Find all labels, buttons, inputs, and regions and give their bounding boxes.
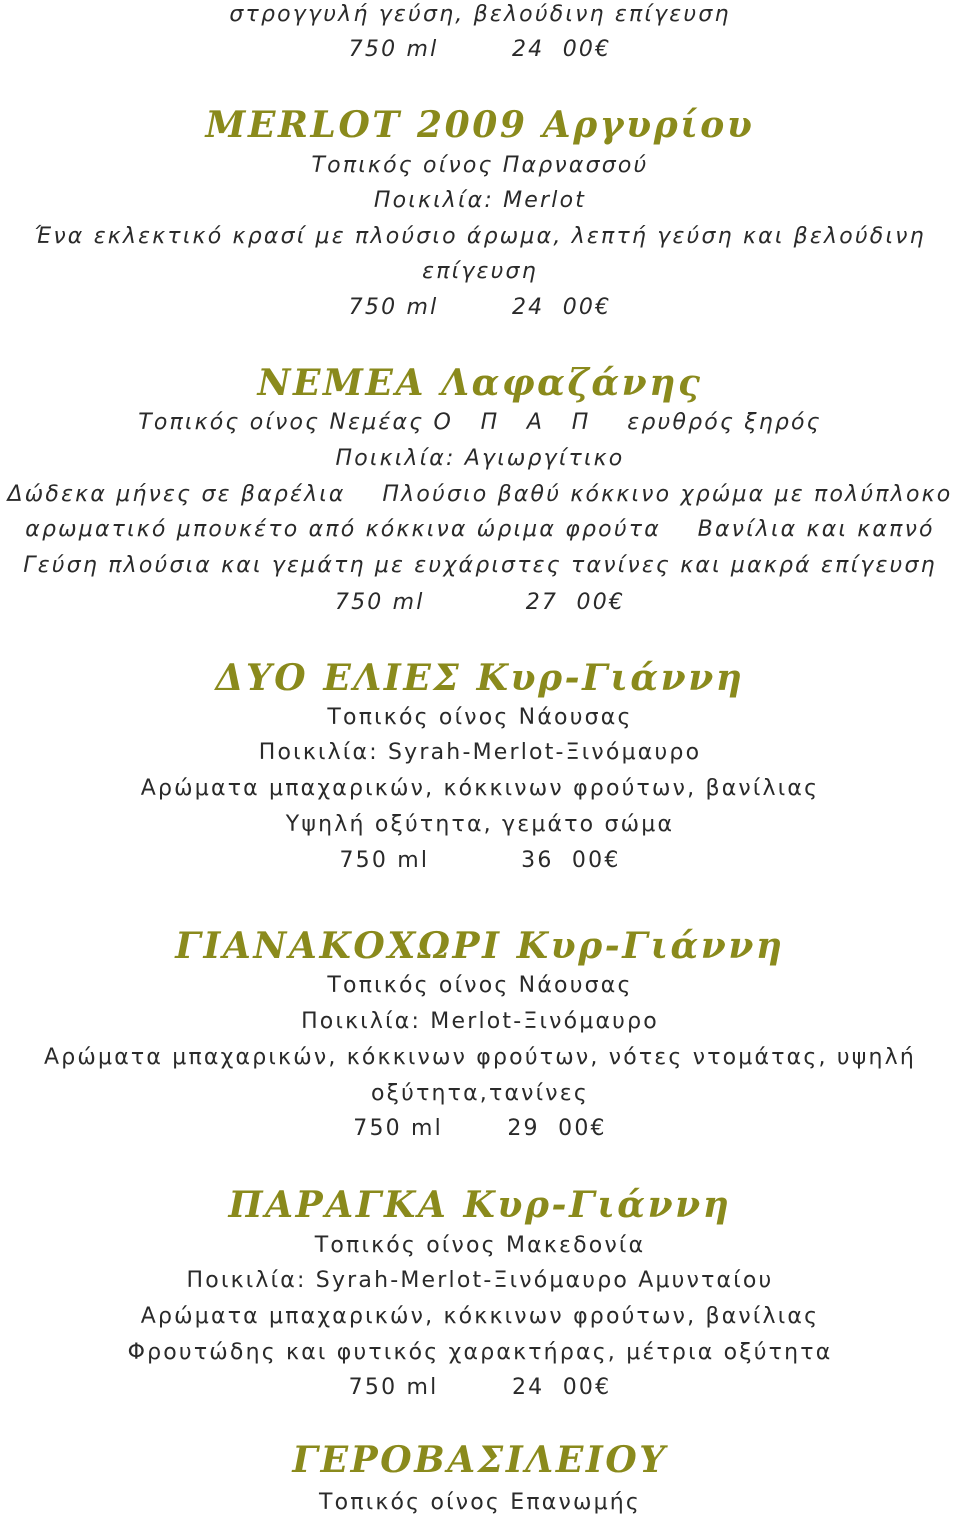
wine-region: Τοπικός οίνος Νάουσας: [327, 973, 633, 998]
wine-note: Αρώματα μπαχαρικών, κόκκινων φρούτων, βανίλιας: [140, 776, 820, 801]
wine-note: Φρουτώδης και φυτικός χαρακτήρας, μέτρια οξύτητα: [127, 1340, 833, 1365]
wine-region: Τοπικός οίνος Νάουσας: [327, 705, 633, 730]
wine-variety: Ποικιλία: Αγιωργίτικο: [335, 446, 625, 471]
wine-note: Υψηλή οξύτητα, γεμάτο σώμα: [285, 812, 675, 837]
wine-variety: Ποικιλία: Syrah-Merlot-Ξινόμαυρο: [258, 740, 702, 765]
wine-variety: Ποικιλία: Merlot: [373, 188, 587, 213]
wine-price: 750 ml 29 00€: [353, 1116, 607, 1141]
wine-price: 750 ml 24 00€: [348, 1375, 612, 1400]
wine-title: MERLOT 2009 Αργυρίου: [205, 104, 755, 146]
wine-title: ΓΕΡΟΒΑΣΙΛΕΙΟΥ: [292, 1439, 668, 1481]
wine-region: Τοπικός οίνος Επανωμής: [318, 1490, 642, 1515]
wine-variety: Ποικιλία: Merlot-Ξινόμαυρο: [301, 1009, 659, 1034]
wine-title: ΠΑΡΑΓΚΑ Κυρ-Γιάννη: [228, 1184, 732, 1226]
wine-region: Τοπικός οίνος Παρνασσού: [311, 153, 649, 178]
wine-region: Τοπικός οίνος Νεμέας Ο Π Α Π ερυθρός ξηρός: [138, 410, 822, 435]
wine-note: επίγευση: [422, 259, 538, 284]
wine-title: ΝΕΜΕΑ Λαφαζάνης: [257, 362, 703, 404]
wine-title: ΔΥΟ ΕΛΙΕΣ Κυρ-Γιάννη: [215, 657, 745, 699]
wine-price: 750 ml 36 00€: [339, 848, 621, 873]
wine-note: Δώδεκα μήνες σε βαρέλια Πλούσιο βαθύ κόκκινο χρώμα με πολύπλοκο: [7, 482, 953, 507]
wine-variety: Ποικιλία: Syrah-Merlot-Ξινόμαυρο Αμυνταίου: [186, 1268, 774, 1293]
wine-note: Αρώματα μπαχαρικών, κόκκινων φρούτων, βανίλιας: [140, 1304, 820, 1329]
intro-price: 750 ml 24 00€: [348, 37, 612, 62]
intro-description: στρογγυλή γεύση, βελούδινη επίγευση: [229, 2, 731, 27]
wine-note: Γεύση πλούσια και γεμάτη με ευχάριστες τανίνες και μακρά επίγευση: [23, 553, 937, 578]
wine-note: Ένα εκλεκτικό κρασί με πλούσιο άρωμα, λεπτή γεύση και βελούδινη: [34, 224, 926, 249]
wine-note: Αρώματα μπαχαρικών, κόκκινων φρούτων, νότες ντομάτας, υψηλή: [44, 1045, 916, 1070]
wine-price: 750 ml 24 00€: [348, 295, 612, 320]
wine-note: οξύτητα,τανίνες: [371, 1081, 589, 1106]
wine-title: ΓΙΑΝΑΚΟΧΩΡΙ Κυρ-Γιάννη: [175, 925, 785, 967]
wine-price: 750 ml 27 00€: [334, 590, 626, 615]
wine-region: Τοπικός οίνος Μακεδονία: [314, 1233, 646, 1258]
wine-note: αρωματικό μπουκέτο από κόκκινα ώριμα φρούτα Βανίλια και καπνό: [25, 517, 935, 542]
